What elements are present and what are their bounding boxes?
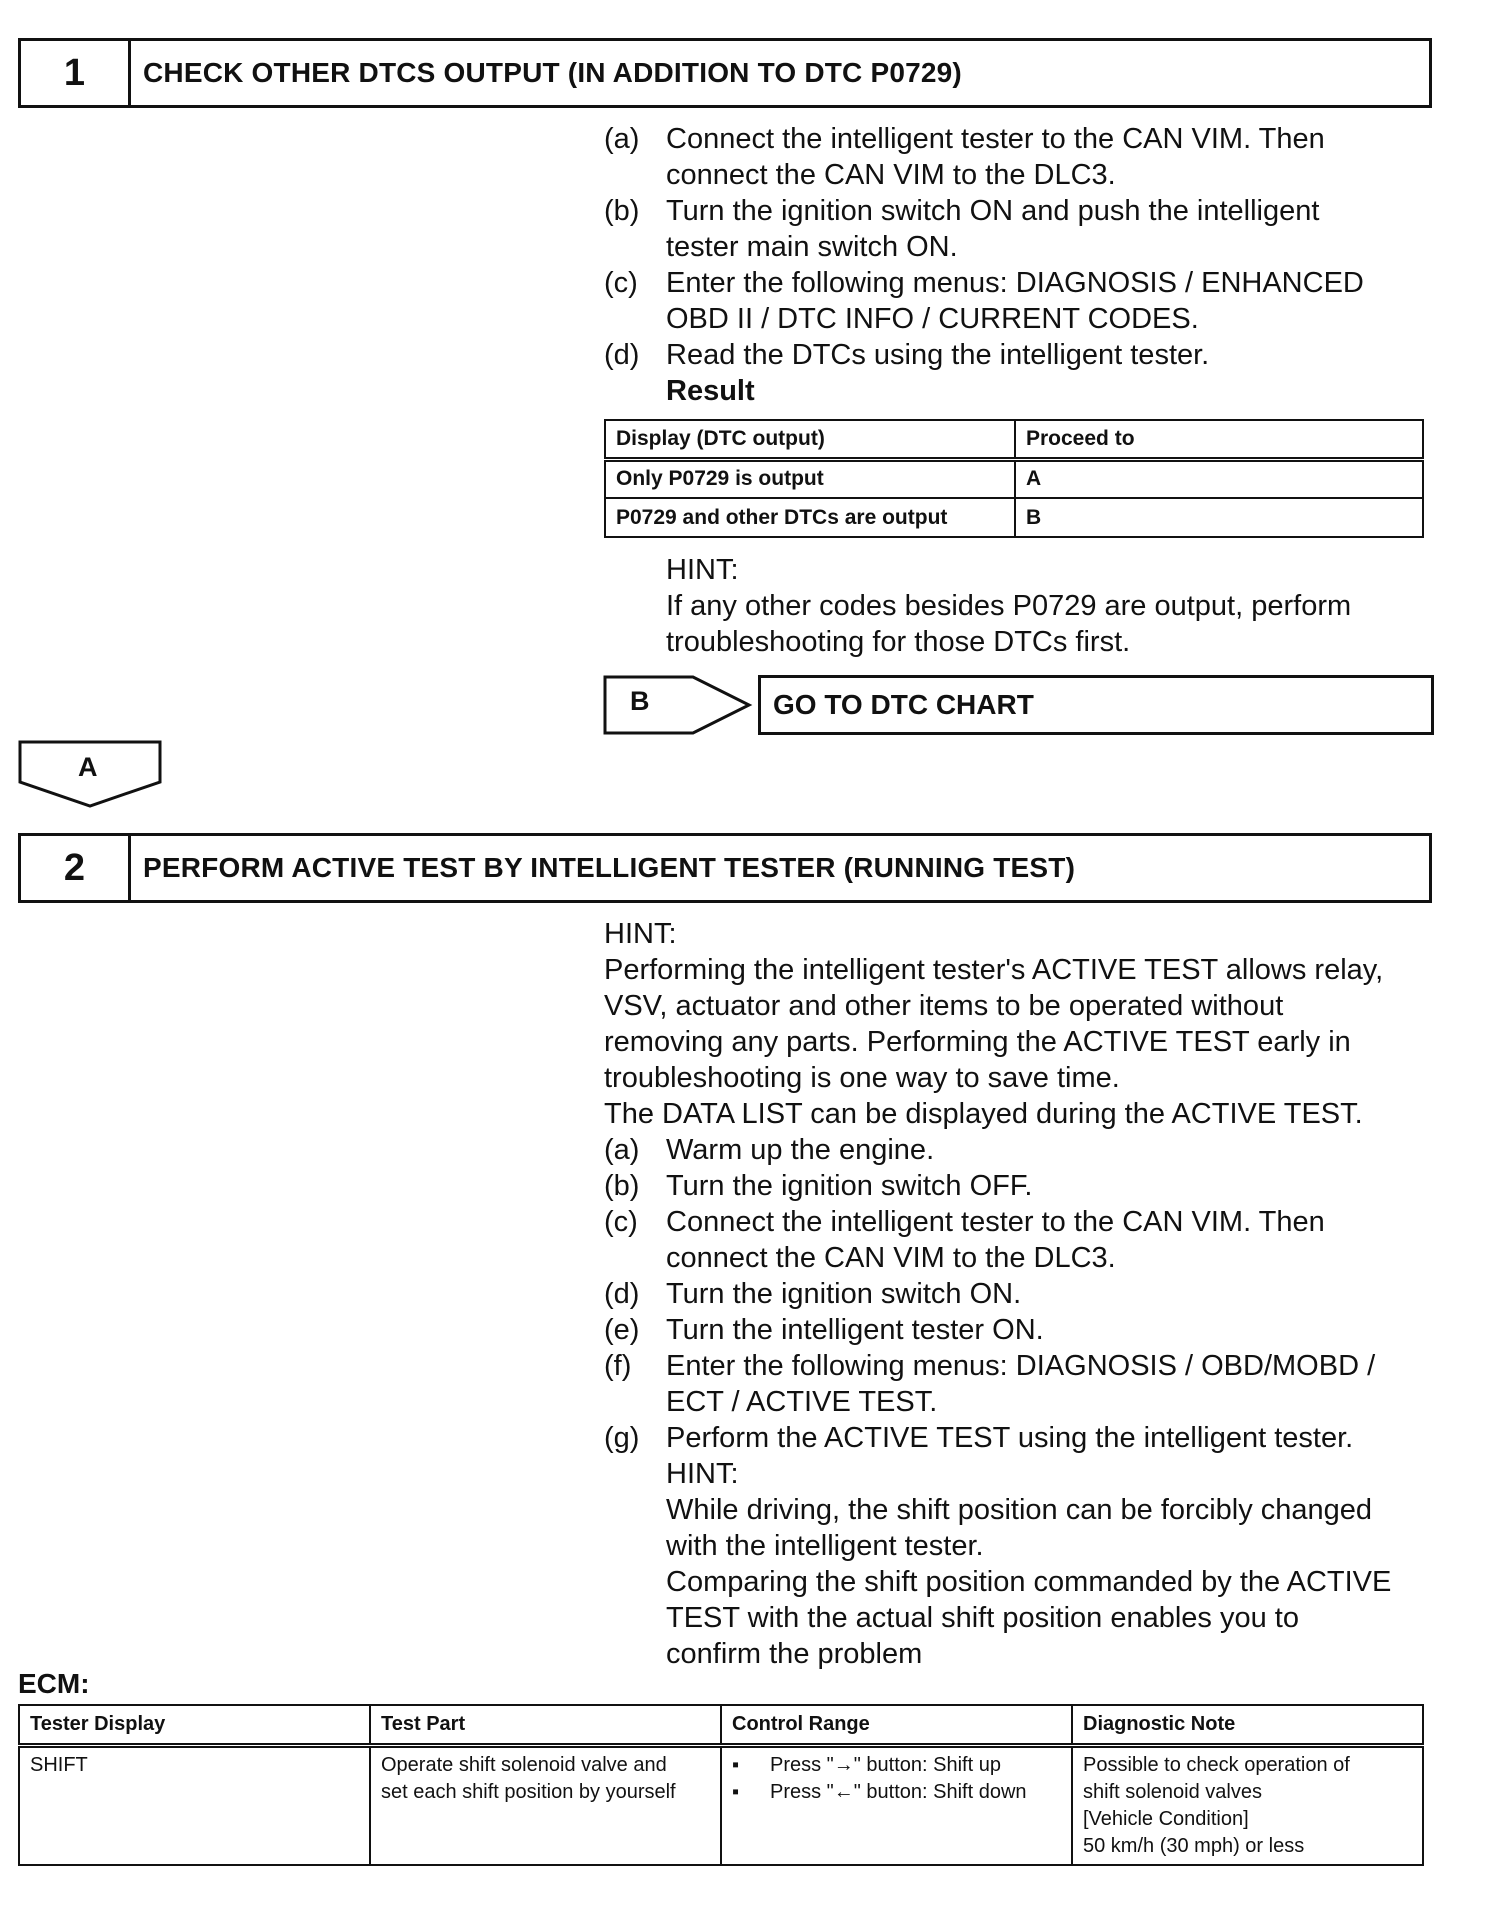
bullet-icon: ▪ — [732, 1753, 740, 1776]
hint-label: HINT: — [604, 918, 677, 950]
ecm-active-test-table — [18, 1704, 1424, 1866]
branch-b-letter: B — [630, 686, 650, 716]
list-item: (e) Turn the intelligent tester ON. — [604, 1314, 1044, 1346]
list-item: (c) Enter the following menus: DIAGNOSIS / ENHANCED OBD II / DTC INFO / CURRENT CODES. — [604, 267, 1364, 335]
hint-label: HINT: — [666, 1458, 739, 1490]
tester-display-cell: SHIFT — [19, 1745, 370, 1865]
list-item: (b) Turn the ignition switch OFF. — [604, 1170, 1033, 1202]
bullet-icon: ▪ — [732, 1780, 740, 1803]
go-to-dtc-chart: GO TO DTC CHART — [758, 675, 1434, 735]
table-header: Control Range — [721, 1705, 1072, 1745]
table-row — [19, 1745, 1423, 1865]
step-number: 2 — [21, 836, 131, 900]
ecm-label: ECM: — [18, 1668, 90, 1699]
list-item: (b) Turn the ignition switch ON and push the intelligent tester main switch ON. — [604, 195, 1320, 263]
table-row: Only P0729 is output A — [605, 459, 1423, 498]
step-1-instructions — [604, 121, 1434, 409]
list-item: (a) Warm up the engine. — [604, 1134, 935, 1166]
table-header: Display (DTC output) — [605, 420, 1015, 459]
step-1-header — [18, 38, 1432, 108]
list-item: (a) Connect the intelligent tester to the CAN VIM. Then connect the CAN VIM to the DLC3. — [604, 123, 1325, 191]
result-table — [604, 419, 1424, 538]
list-item: (d) Read the DTCs using the intelligent tester. — [604, 339, 1210, 371]
branch-b-arrow — [603, 675, 753, 735]
branch-a-letter: A — [78, 752, 98, 782]
control-range-cell: ▪ Press "→" button: Shift up ▪ Press "←" button: Shift down — [721, 1745, 1072, 1865]
step-title: CHECK OTHER DTCS OUTPUT (IN ADDITION TO DTC P0729) — [143, 57, 962, 88]
diagnostic-note-cell: Possible to check operation of shift solenoid valves [Vehicle Condition] 50 km/h (30 mph) or less — [1072, 1745, 1423, 1865]
table-header: Tester Display — [19, 1705, 370, 1745]
table-header: Diagnostic Note — [1072, 1705, 1423, 1745]
step-title: PERFORM ACTIVE TEST BY INTELLIGENT TESTER (RUNNING TEST) — [143, 852, 1076, 883]
step-2-header — [18, 833, 1432, 903]
result-label: Result — [666, 375, 755, 407]
table-header: Test Part — [370, 1705, 721, 1745]
step-2-instructions: HINT: Performing the intelligent tester's ACTIVE TEST allows relay, VSV, actuator and other items to be operated without removing any parts. Performing the ACTIVE TEST early in troubleshooting is one way to save time. The DATA LIST can be displayed during the ACTIVE TEST. (a) Warm up the engine. (b) Turn the ignition switch OFF. (c) Connect the intelligent tester to the CAN VIM. Then connect the CAN VIM to the DLC3. (d) Turn the ignition switch ON. (e) Turn the intelligent tester ON. (f) Enter the following menus: DIAGNOSIS / OBD/MOBD / ECT / ACTIVE TEST. (g) Perform the ACTIVE TEST using the intelligent tester. HINT: While driving, the shift position can be forcibly changed with the intelligent tester. Comparing the shift position commanded by the ACTIVE TEST with the actual shift position enables you to confirm the problem — [604, 916, 1434, 1672]
list-item: (c) Connect the intelligent tester to the CAN VIM. Then connect the CAN VIM to the DLC3. — [604, 1206, 1325, 1274]
table-header: Proceed to — [1015, 420, 1423, 459]
step-1-hint: HINT: If any other codes besides P0729 are output, perform troubleshooting for those DTCs first. — [604, 552, 1434, 660]
step-number: 1 — [21, 41, 131, 105]
hint-label: HINT: — [666, 554, 739, 586]
table-row: P0729 and other DTCs are output B — [605, 498, 1423, 537]
list-item: (d) Turn the ignition switch ON. — [604, 1278, 1022, 1310]
list-item: (g) Perform the ACTIVE TEST using the intelligent tester. — [604, 1422, 1354, 1454]
test-part-cell: Operate shift solenoid valve and set each shift position by yourself — [370, 1745, 721, 1865]
list-item: (f) Enter the following menus: DIAGNOSIS / OBD/MOBD / ECT / ACTIVE TEST. — [604, 1350, 1376, 1418]
